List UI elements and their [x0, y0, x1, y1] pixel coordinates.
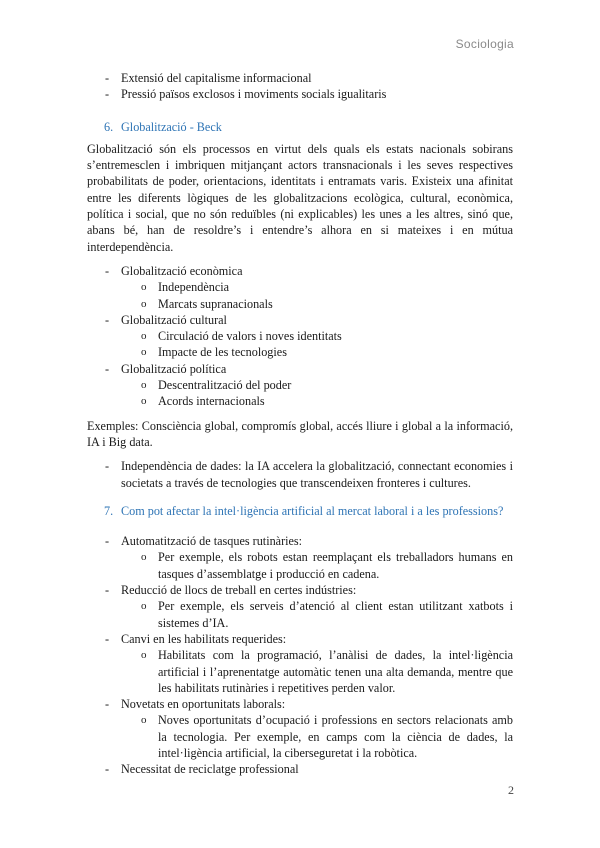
section-6-heading — [87, 119, 513, 135]
list-item: - Canvi en les habilitats requerides: — [87, 631, 513, 647]
examples-paragraph: Exemples: Consciència global, compromís global, accés lliure i global a la informació, IA i Big data. — [87, 418, 513, 449]
list-item: - Novetats en oportunitats laborals: — [87, 696, 513, 712]
sub-list-item: o Habilitats com la programació, l’anàlisi de dades, la intel·ligència artificial i l’aprenentatge automàtic tenen una alta demanda, mentre que les habilitats rutinàries i repetitives perden valor. — [87, 647, 513, 696]
sub-list-item: o Descentralització del poder — [87, 377, 513, 393]
list-item: - Pressió països exclosos i moviments socials igualitaris — [87, 86, 513, 102]
running-header: Sociologia — [455, 37, 514, 51]
page-number: 2 — [508, 783, 514, 797]
list-item: - Globalització cultural — [87, 312, 513, 328]
list-item: - Extensió del capitalisme informacional — [87, 70, 513, 86]
sub-list-item: o Circulació de valors i noves identitats — [87, 328, 513, 344]
sub-list-item: o Acords internacionals — [87, 393, 513, 409]
sub-list-item: o Impacte de les tecnologies — [87, 344, 513, 360]
page-content — [87, 70, 513, 778]
sub-list-item: o Noves oportunitats d’ocupació i professions en sectors relacionats amb la tecnologia. Per exemple, en camps com la ciència de dades, la intel·ligència artificial, la ciberseguretat i la robòtica. — [87, 712, 513, 761]
section-title: Globalització - Beck — [121, 119, 222, 134]
section-7-heading — [87, 503, 513, 519]
sub-list-item: o Per exemple, els serveis d’atenció al client estan utilitzant xatbots i sistemes d’IA. — [87, 598, 513, 631]
list-item: - Necessitat de reciclatge professional — [87, 761, 513, 777]
list-item: - Automatització de tasques rutinàries: — [87, 533, 513, 549]
list-item: - Globalització política — [87, 361, 513, 377]
sub-list-item: o Independència — [87, 279, 513, 295]
list-item: - Globalització econòmica — [87, 263, 513, 279]
sub-list-item: o Marcats supranacionals — [87, 296, 513, 312]
sub-list-item: o Per exemple, els robots estan reemplaçant els treballadors humans en tasques d’assemblatge i producció en cadena. — [87, 549, 513, 582]
body-paragraph: Globalització són els processos en virtut dels quals els estats nacionals sobirans s’entremesclen i imbriquen mitjançant actors transnacionals i les seves respectives probabilitats de poder, orientacions, identitats i entramats varis. Existeix una afinitat entre les diferents lògiques de les globalitzacions ecològica, cultural, econòmica, política i social, que no són reduïbles (ni explicables) les unes a les altres, sinó que, abans bé, han de resoldre’s i entendre’s alhora en si mateixes i en mútua interdependència. — [87, 141, 513, 254]
section-title: Com pot afectar la intel·ligència artificial al mercat laboral i a les professions? — [121, 503, 504, 518]
section-number: 7. — [104, 503, 114, 518]
section-number: 6. — [104, 119, 114, 134]
list-item: - Independència de dades: la IA accelera la globalització, connectant economies i societats a través de tecnologies que transcendeixen fronteres i cultures. — [87, 458, 513, 491]
list-item: - Reducció de llocs de treball en certes indústries: — [87, 582, 513, 598]
